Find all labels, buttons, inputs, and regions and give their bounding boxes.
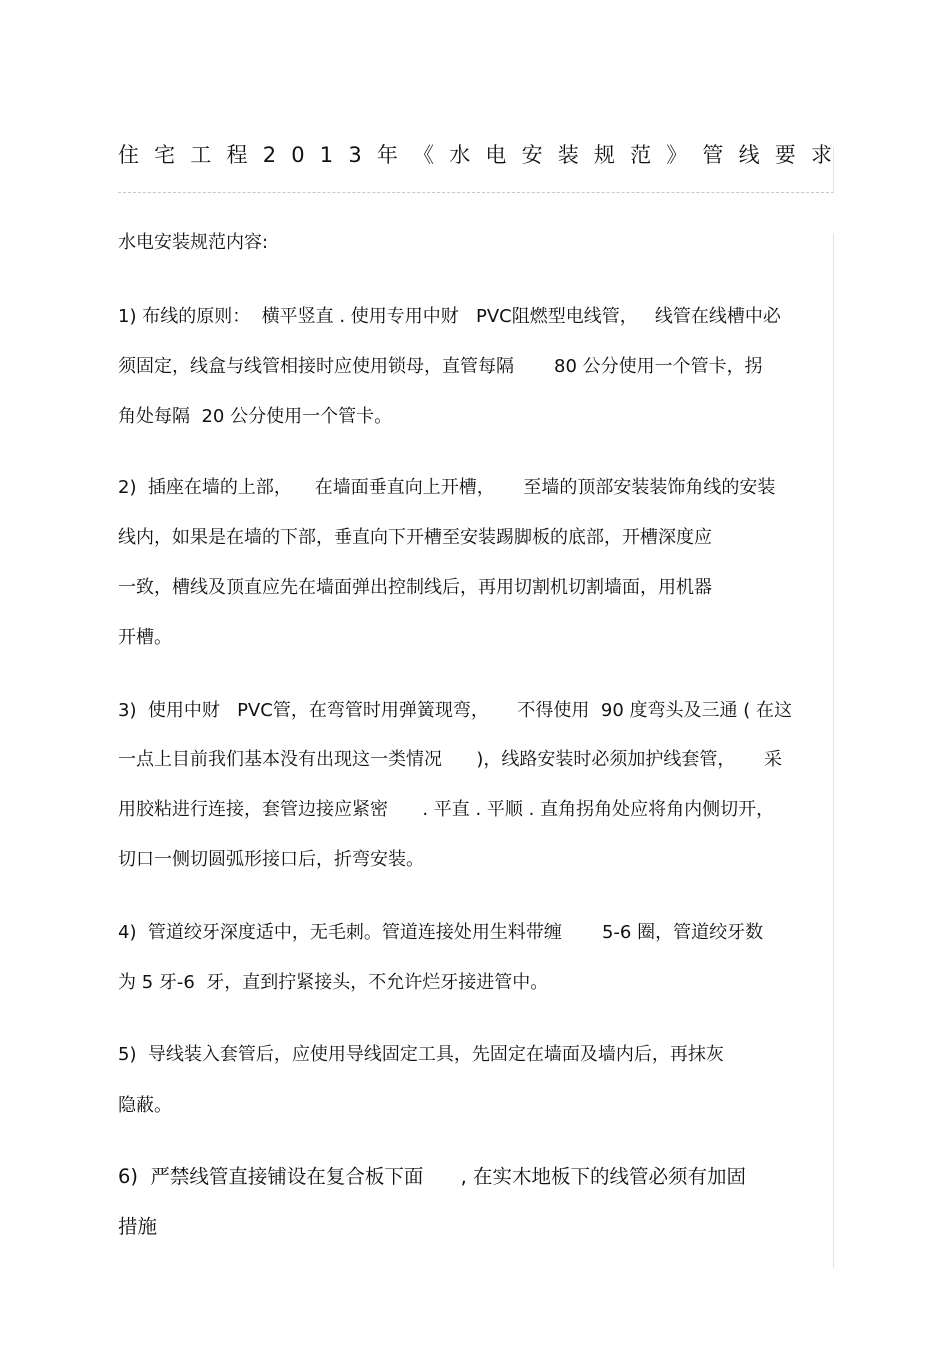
paragraph-line: 切口一侧切圆弧形接口后，折弯安装。 [118, 849, 424, 870]
title-char: 求 [810, 143, 832, 167]
title-char: 1 [319, 143, 334, 167]
title-char: 规 [593, 143, 615, 167]
title-char: 2 [262, 143, 277, 167]
paragraph-line: 3) 使用中财 PVC管，在弯管时用弹簧现弯， 不得使用 90 度弯头及三通 ( 在这 [118, 700, 792, 721]
title-divider [118, 192, 834, 193]
paragraph-line: 1) 布线的原则： 横平竖直 . 使用专用中财 PVC阻燃型电线管， 线管在线槽中必 [118, 306, 781, 327]
title-char: 程 [226, 143, 248, 167]
title-char: 管 [702, 143, 724, 167]
paragraph-line: 用胶粘进行连接，套管边接应紧密 . 平直 . 平顺 . 直角拐角处应将角内侧切开， [118, 799, 775, 820]
title-char: 范 [630, 143, 652, 167]
page-title [118, 139, 832, 171]
title-char: 线 [738, 143, 760, 167]
title-char: 0 [291, 143, 305, 167]
title-char: 安 [521, 143, 543, 167]
title-char: 年 [376, 143, 398, 167]
title-char: 住 [118, 143, 139, 167]
intro-heading: 水电安装规范内容: [118, 232, 269, 253]
paragraph-line: 隐蔽。 [118, 1095, 172, 1116]
title-char: 工 [190, 143, 212, 167]
margin-rule [833, 147, 834, 193]
paragraph-line: 角处每隔 20 公分使用一个管卡。 [118, 406, 393, 427]
title-char: 装 [557, 143, 579, 167]
paragraph-line: 4) 管道绞牙深度适中，无毛刺。管道连接处用生料带缠 5-6 圈，管道绞牙数 [118, 922, 764, 943]
title-char: 水 [449, 143, 471, 167]
title-char: 要 [774, 143, 796, 167]
paragraph-line: 线内，如果是在墙的下部，垂直向下开槽至安装踢脚板的底部，开槽深度应 [118, 527, 712, 548]
paragraph-line: 须固定，线盒与线管相接时应使用锁母，直管每隔 80 公分使用一个管卡，拐 [118, 356, 763, 377]
paragraph-line: 一致，槽线及顶直应先在墙面弹出控制线后，再用切割机切割墙面，用机器 [118, 577, 712, 598]
title-char: 电 [485, 143, 507, 167]
paragraph-line: 2) 插座在墙的上部， 在墙面垂直向上开槽， 至墙的顶部安装装饰角线的安装 [118, 477, 776, 498]
paragraph-line: 开槽。 [118, 627, 172, 648]
margin-rule [833, 233, 834, 1268]
paragraph-line: 6) 严禁线管直接铺设在复合板下面 , 在实木地板下的线管必须有加固 [118, 1165, 746, 1188]
title-char: 3 [348, 143, 362, 167]
paragraph-line: 为 5 牙-6 牙，直到拧紧接头，不允许烂牙接进管中。 [118, 972, 549, 993]
paragraph-line: 一点上目前我们基本没有出现这一类情况 )，线路安装时必须加护线套管， 采 [118, 749, 782, 770]
title-char: 宅 [154, 143, 176, 167]
paragraph-line: 措施 [118, 1215, 158, 1238]
paragraph-line: 5) 导线装入套管后，应使用导线固定工具，先固定在墙面及墙内后，再抹灰 [118, 1044, 724, 1065]
title-char: 《 [413, 143, 435, 167]
title-char: 》 [666, 143, 688, 167]
